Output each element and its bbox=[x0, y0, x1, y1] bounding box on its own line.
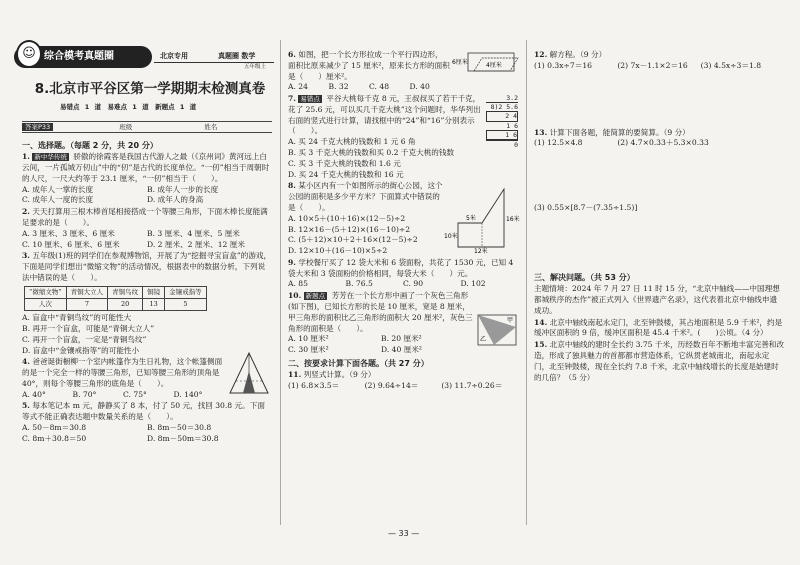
question-text: 每本笔记本 m 元，静静买了 8 本，付了 50 元，找回 30.8 元。下面等式不能正确表达题中数量关系的是（ ）。 bbox=[22, 401, 265, 422]
option: A. 40° bbox=[22, 389, 46, 399]
question-number: 8. bbox=[288, 181, 296, 191]
question-number: 2. bbox=[22, 207, 30, 217]
fig-label: 10米 bbox=[444, 233, 458, 241]
question-10 bbox=[288, 291, 518, 356]
question-number: 15. bbox=[534, 340, 548, 350]
option: C. (5＋12)×10＋2＋16×(12－5)÷2 bbox=[288, 235, 418, 245]
options bbox=[288, 82, 450, 93]
option: A. 50－8m＝30.8 bbox=[22, 422, 87, 432]
topic-tag: 新题点 bbox=[305, 292, 326, 301]
question-8 bbox=[288, 181, 518, 256]
triangle-figure bbox=[476, 313, 518, 347]
fig-label: 4厘米 bbox=[486, 62, 502, 69]
name-label: 姓名 bbox=[204, 123, 218, 131]
class-label: 班级 bbox=[119, 123, 133, 131]
option: B. 76.5 bbox=[345, 279, 373, 289]
fig-label: 6厘米 bbox=[452, 59, 468, 66]
table-cell: 7 bbox=[66, 298, 108, 310]
section-title: 三、解决问题。（共 53 分） bbox=[534, 272, 635, 282]
table-cell: 5 bbox=[165, 298, 207, 310]
calc-line: 2 4 bbox=[486, 111, 518, 121]
column-left bbox=[22, 138, 272, 446]
question-15 bbox=[534, 340, 784, 383]
question-text: 学校餐厅买了 12 袋大米和 6 袋面粉，共花了 1530 元，已知 4 袋大米和 3 袋面粉的价格相同，每袋大米（ ）元。 bbox=[288, 257, 514, 278]
sub-item: (1) 6.8×3.5＝ bbox=[288, 381, 340, 391]
question-number: 11. bbox=[288, 370, 302, 380]
park-figure bbox=[444, 183, 520, 256]
fig-label: 5米 bbox=[466, 215, 476, 223]
topic-tag: 易错点 bbox=[300, 95, 320, 104]
option: A. 10 厘米² bbox=[288, 334, 329, 344]
question-number: 7. bbox=[288, 94, 296, 104]
option: D. 买 24 千克大桃的钱数和 16 元 bbox=[288, 169, 404, 179]
option: B. 成年人一步的长度 bbox=[147, 184, 219, 194]
option: A. 24 bbox=[288, 82, 308, 92]
question-number: 14. bbox=[534, 317, 548, 327]
question-text: 爸爸诞街橱柳一个室内帐篷作为生日礼物，这个帐篷侧面的是一个完全一样的等腰三角形，已知等腰三角形的顶角是 40°，则每个等腰三角形的底角是（ ）。 bbox=[22, 357, 223, 388]
question-4 bbox=[22, 357, 272, 400]
sub-item: (1) 0.3x÷7＝16 bbox=[534, 60, 592, 70]
page-number: — 33 — bbox=[388, 529, 420, 538]
fig-label: 12米 bbox=[474, 248, 488, 256]
sub-item: (1) 12.5×4.8 bbox=[534, 138, 583, 148]
fig-label: 甲 bbox=[507, 317, 514, 325]
page-title: 8.北京市平谷区第一学期期末检测真卷 bbox=[34, 81, 266, 97]
question-text: 某小区内有一个如图所示的街心公园，这个公园的面积是多少平方米？下面算式中错误的是（ ）。 bbox=[288, 181, 443, 212]
series-label: 真题圈 数学 bbox=[218, 52, 256, 60]
sub-items bbox=[288, 381, 518, 392]
option: C. 10 厘米、6 厘米、6 厘米 bbox=[22, 239, 120, 249]
question-number: 1. bbox=[22, 152, 30, 162]
calc-line: 1 6 bbox=[506, 121, 518, 130]
question-6 bbox=[288, 50, 518, 93]
question-text: 如图，把一个长方形拉成一个平行四边形，面积比原来减少了 15 厘米²，原来长方形的面积是（ ）厘米²。 bbox=[288, 50, 450, 81]
rectangle-figure bbox=[452, 50, 518, 76]
option: B. 8m－50＝30.8 bbox=[147, 422, 212, 432]
mascot-icon: ☺ bbox=[16, 40, 42, 68]
option: A. 买 24 千克大桃的钱数和 1 元 6 角 bbox=[288, 137, 416, 147]
answer-tag: 答案P33 bbox=[22, 123, 53, 131]
option: B. 32 bbox=[328, 82, 349, 92]
option: B. 买 3 千克大桃的钱数和买 0.2 千克大桃的钱数 bbox=[288, 148, 455, 158]
option: A. 盲盒中“青铜鸟纹”的可能性大 bbox=[22, 313, 132, 323]
table-header: 青铜大立人 bbox=[66, 286, 108, 298]
option: D. 40 厘米² bbox=[381, 345, 422, 355]
question-number: 4. bbox=[22, 357, 30, 367]
option: D. 成年人的身高 bbox=[147, 195, 204, 205]
option: C. 成年人一度的长度 bbox=[22, 195, 94, 205]
fig-label: 16米 bbox=[506, 216, 520, 224]
option: A. 3 厘米、3 厘米、6 厘米 bbox=[22, 228, 115, 238]
question-number: 9. bbox=[288, 257, 296, 267]
topic-tag: 新中华传统 bbox=[34, 153, 67, 162]
question-13 bbox=[534, 128, 784, 214]
option: D. 102 bbox=[460, 279, 486, 289]
calc-line: 0 bbox=[486, 140, 518, 149]
table-cell: 13 bbox=[143, 298, 165, 310]
question-text: 北京中轴线南起永定门，北至钟鼓楼，其占地面积是 5.9 千米²，约是缓冲区面积的 9 倍，缓冲区面积是 45.4 千米²。( )公顷。（4 分） bbox=[534, 317, 783, 338]
sub-item: (3) 4.5x÷3＝1.8 bbox=[700, 60, 762, 70]
edition-label: 北京专用 bbox=[160, 52, 188, 60]
table-cell: 人次 bbox=[25, 298, 67, 310]
sub-item: (3) 11.7÷0.26＝ bbox=[441, 381, 503, 391]
option: C. 再开一个盲盒，一定是“青铜鸟纹” bbox=[22, 334, 147, 344]
sub-items bbox=[534, 138, 784, 149]
options bbox=[288, 279, 518, 290]
question-text: 列竖式计算。（9 分） bbox=[303, 370, 376, 380]
question-number: 5. bbox=[22, 401, 30, 411]
option: D. 12×10＋(16－10)×5÷2 bbox=[288, 246, 388, 256]
option: A. 成年人一掌的长度 bbox=[22, 184, 94, 194]
option: D. 140° bbox=[173, 389, 203, 399]
section-title: 一、选择题。（每题 2 分，共 20 分） bbox=[22, 141, 158, 150]
option: C. 买 3 千克大桃的钱数和 1.6 元 bbox=[288, 158, 401, 168]
option: D. 盲盒中“金镶戒指等”的可能性小 bbox=[22, 345, 140, 355]
options bbox=[22, 185, 272, 207]
option: D. 40 bbox=[409, 82, 430, 92]
sub-item: (2) 4.7×0.33＋5.3×0.33 bbox=[617, 138, 709, 148]
option: C. 90 bbox=[403, 279, 424, 289]
option: C. 30 厘米² bbox=[288, 345, 329, 355]
column-middle bbox=[288, 50, 518, 393]
student-info-bar bbox=[22, 121, 272, 133]
question-number: 10. bbox=[288, 291, 302, 301]
option: B. 20 厘米² bbox=[381, 334, 422, 344]
data-table bbox=[24, 286, 207, 311]
question-2 bbox=[22, 207, 272, 250]
question-text: 解方程。（9 分） bbox=[549, 50, 607, 59]
question-12 bbox=[534, 50, 784, 72]
sub-item: (2) 7x－1.1×2＝16 bbox=[617, 60, 688, 70]
sub-item: (2) 9.64÷14＝ bbox=[364, 381, 419, 391]
option: C. 48 bbox=[369, 82, 390, 92]
calc-line: 8)2 5.6 bbox=[486, 102, 518, 111]
question-1 bbox=[22, 152, 272, 206]
tent-figure bbox=[226, 351, 272, 395]
grade-label: 五年级上 bbox=[244, 64, 267, 70]
option: A. 10×5＋(10＋16)×(12－5)÷2 bbox=[288, 213, 406, 223]
calc-line: 3.2 bbox=[506, 94, 518, 103]
option: B. 再开一个盲盒，可能是“青铜大立人” bbox=[22, 323, 155, 333]
question-text: 骄傲的徐霞客是我国古代游人之最（《京州词》黄河远上白云间，一片孤城万仞山”中的“仞”是古代的长度单位。“一仞”相当于周朝时的人尺，一尺大约等于 23.1 厘米，“一仞”相当于（ ）。 bbox=[22, 152, 270, 183]
sub-items bbox=[534, 61, 784, 72]
option: C. 8m＋30.8＝50 bbox=[22, 433, 87, 443]
header-rule bbox=[154, 62, 274, 63]
column-right bbox=[534, 50, 784, 384]
option: D. 2 厘米、2 厘米、12 厘米 bbox=[147, 239, 245, 249]
question-number: 13. bbox=[534, 127, 548, 137]
question-11 bbox=[288, 370, 518, 392]
option: C. 75° bbox=[123, 389, 147, 399]
scenario-intro: 主题情境：2024 年 7 月 27 日 11 时 15 分，“北京中轴线——中国理想都城秩序的杰作”被正式列入《世界遗产名录》，这代表着北京中轴线申遗成功。 bbox=[534, 284, 780, 315]
table-header: 青铜鸟纹 bbox=[108, 286, 143, 298]
question-text: 北京中轴线的建时全长约 3.75 千米，历经数百年不断地丰富完善和改造，形成了独具魅力的首都都市营造体系，它纵贯老城南北，南起永定门，北至钟鼓楼，现在全长约 7.8 千米，北京中轴线增长的长度是始建时的几倍？（5 分） bbox=[534, 340, 784, 382]
column-divider bbox=[526, 40, 527, 525]
option: D. 8m－50m＝30.8 bbox=[147, 433, 219, 443]
question-text: 平谷大桃每千克 8 元，王叔叔买了若干千克，花了 25.6 元，可以买几千克大桃”这个问题时，华华列出右面的竖式进行计算，请找框中的“24”和“16”分别表示（ ）。 bbox=[288, 94, 481, 136]
question-number: 12. bbox=[534, 50, 548, 59]
option: B. 70° bbox=[72, 389, 97, 399]
column-divider bbox=[280, 40, 281, 525]
question-text: 芳芳在一个长方形中画了一个灰色三角形(如下图)，已知长方形的长是 10 厘米，宽是 8 厘米，甲三角形的面积比乙三角形的面积大 20 厘米²，灰色三角形的面积是（ ）。 bbox=[288, 291, 473, 333]
options bbox=[288, 334, 474, 356]
section-title: 二、按要求计算下面各题。（共 27 分） bbox=[288, 358, 429, 368]
options bbox=[22, 390, 224, 401]
table-header: 金镶戒指等 bbox=[165, 286, 207, 298]
table-header: “微缩文物” bbox=[25, 286, 67, 298]
option: A. 85 bbox=[288, 279, 308, 289]
question-number: 3. bbox=[22, 251, 30, 261]
question-text: 天天打算用三根木棒首尾相接搭成一个等腰三角形，下面木棒长度能满足要求的是（ ）。 bbox=[22, 207, 268, 228]
question-9 bbox=[288, 258, 518, 290]
question-7 bbox=[288, 94, 518, 180]
calc-line: 1 6 bbox=[486, 130, 518, 140]
table-cell: 20 bbox=[108, 298, 143, 310]
question-14 bbox=[534, 318, 784, 340]
brand-badge bbox=[14, 46, 152, 68]
question-3 bbox=[22, 251, 272, 356]
fig-label: 乙 bbox=[480, 336, 487, 344]
question-5 bbox=[22, 401, 272, 444]
difficulty-line: 易错点 1 道 易难点 1 道 新题点 1 道 bbox=[60, 103, 197, 111]
question-text: 计算下面各题，能简算的要简算。（9 分） bbox=[549, 127, 690, 137]
table-header: 铜镜 bbox=[143, 286, 165, 298]
sub-item: (3) 0.55×[8.7－(7.35÷1.5)] bbox=[534, 203, 638, 213]
table-row bbox=[25, 298, 207, 310]
options bbox=[22, 229, 272, 251]
brand-text: 综合模考真题圈 bbox=[44, 51, 114, 62]
options bbox=[22, 423, 272, 445]
long-division bbox=[486, 94, 518, 149]
question-number: 6. bbox=[288, 50, 296, 59]
option: B. 12×16－(5＋12)×(16－10)÷2 bbox=[288, 224, 411, 234]
option: B. 3 厘米、4 厘米、5 厘米 bbox=[147, 228, 240, 238]
question-text: 五年级(1)班的同学们在参观博物馆，开展了为“挖掘寻宝盲盒”的游戏，下面是同学们想出“微缩文物”的活动情况，根据表中的数据分析，下列说法中错误的是（ ）。 bbox=[22, 251, 272, 282]
